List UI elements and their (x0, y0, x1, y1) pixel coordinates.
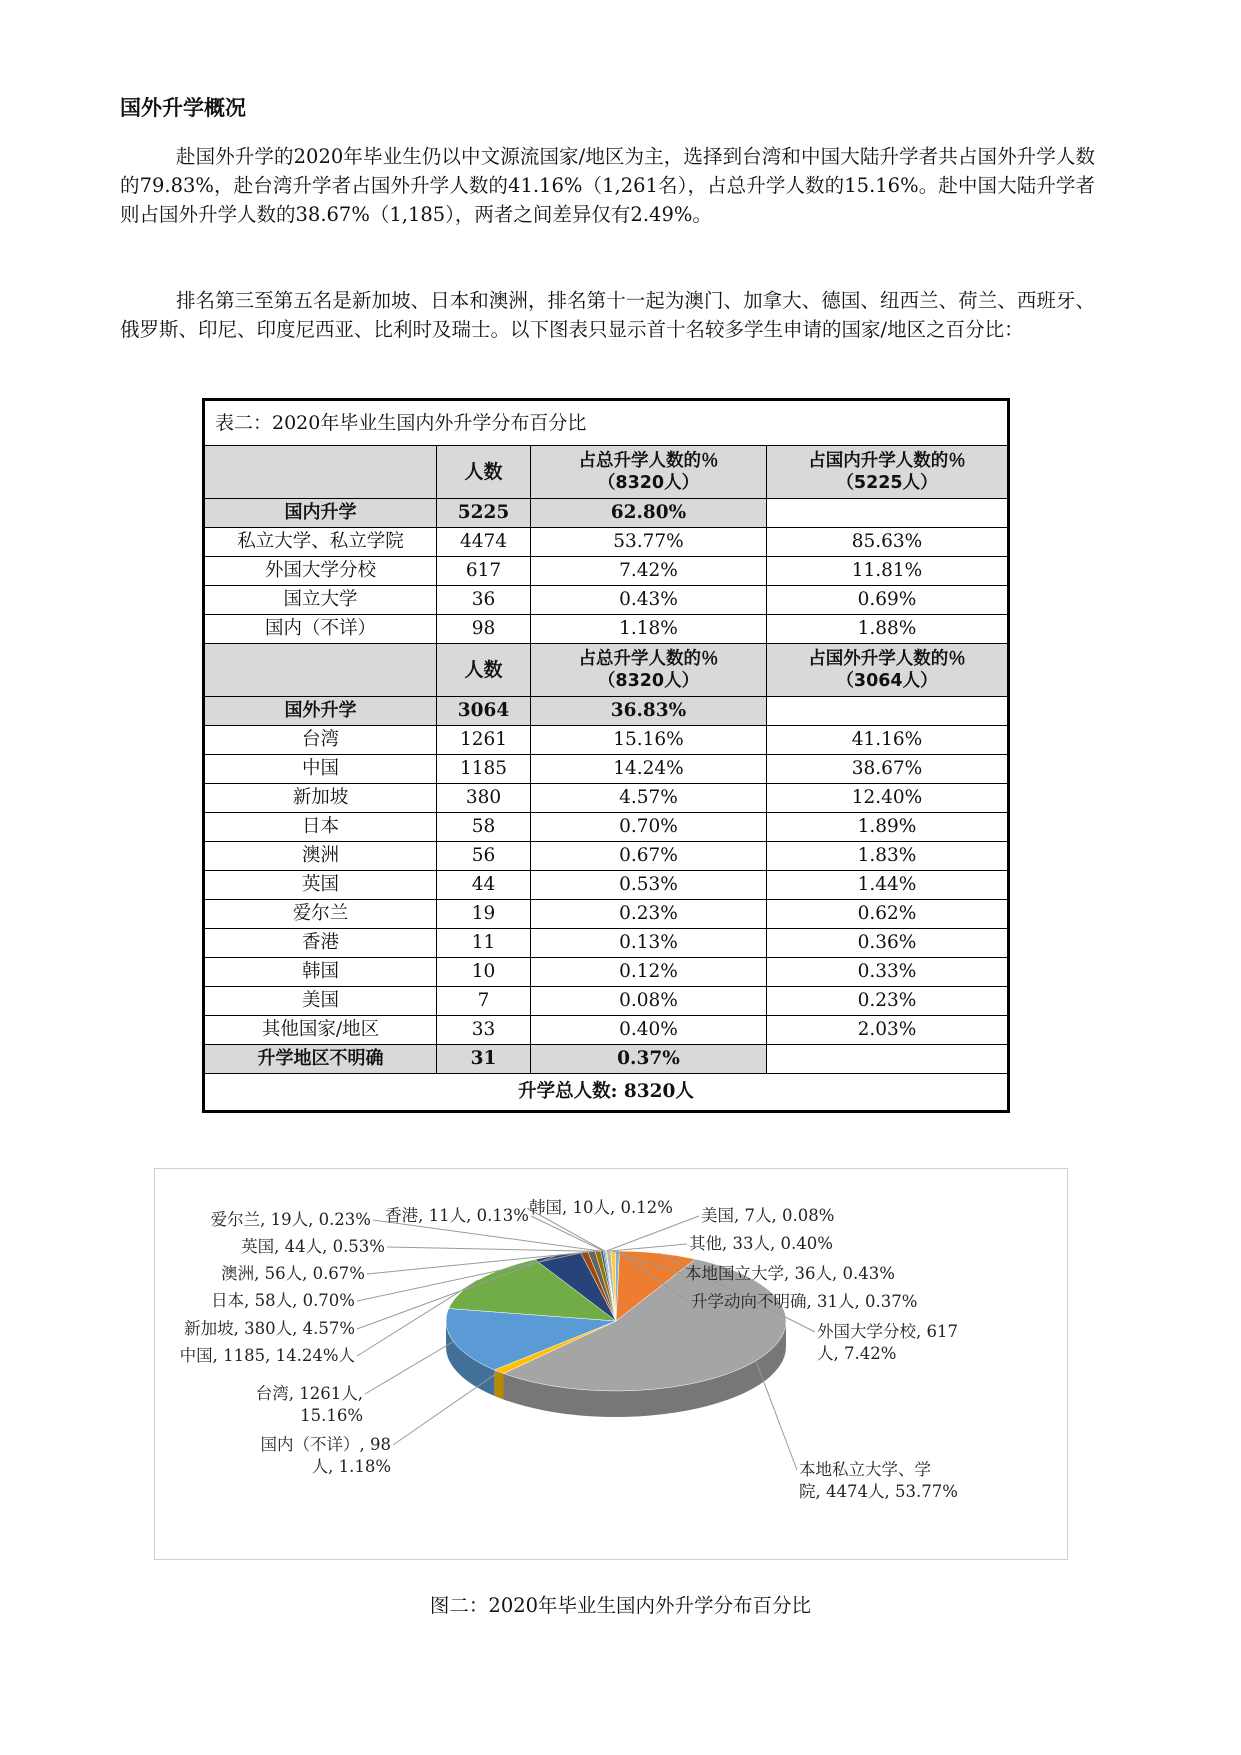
cell-count: 58 (437, 813, 531, 842)
unknown-total-row (205, 1045, 1008, 1074)
cell-pct-total: 0.53% (531, 871, 767, 900)
slice-label: 澳洲, 56人, 0.67% (221, 1264, 365, 1283)
cell-label: 新加坡 (205, 784, 437, 813)
cell-count: 33 (437, 1016, 531, 1045)
cell-pct-group: 41.16% (767, 726, 1008, 755)
cell-pct-total: 15.16% (531, 726, 767, 755)
slice-label: 爱尔兰, 19人, 0.23% (210, 1210, 371, 1229)
cell-pct-group: 0.62% (767, 900, 1008, 929)
slice-label: 香港, 11人, 0.13% (385, 1206, 529, 1225)
slice-label: 韩国, 10人, 0.12% (529, 1198, 673, 1217)
table-row (205, 784, 1008, 813)
cell-count: 7 (437, 987, 531, 1016)
domestic-total-blank (767, 499, 1008, 528)
header-row-domestic (205, 446, 1008, 499)
slice-label: 台湾, 1261人, 15.16% (255, 1384, 363, 1425)
cell-pct-total: 0.08% (531, 987, 767, 1016)
cell-count: 380 (437, 784, 531, 813)
header-blank (205, 644, 437, 697)
pie-chart-frame (154, 1168, 1068, 1560)
leader-line (606, 1216, 699, 1251)
table-row (205, 842, 1008, 871)
table-caption: 表二：2020年毕业生国内外升学分布百分比 (205, 401, 1008, 446)
grand-total-row (205, 1074, 1008, 1111)
cell-pct-group: 0.69% (767, 586, 1008, 615)
cell-label: 外国大学分校 (205, 557, 437, 586)
domestic-total-label: 国内升学 (205, 499, 437, 528)
table-row (205, 615, 1008, 644)
unknown-total-count: 31 (437, 1045, 531, 1074)
header-pct-overseas: 占国外升学人数的％ （3064人） (767, 644, 1008, 697)
table-row (205, 813, 1008, 842)
cell-count: 44 (437, 871, 531, 900)
leader-line (756, 1361, 797, 1470)
cell-label: 其他国家/地区 (205, 1016, 437, 1045)
overseas-total-label: 国外升学 (205, 697, 437, 726)
header-pct-domestic: 占国内升学人数的％ （5225人） (767, 446, 1008, 499)
slice-label: 外国大学分校, 617 人, 7.42% (817, 1322, 958, 1363)
cell-pct-group: 85.63% (767, 528, 1008, 557)
cell-pct-group: 0.36% (767, 929, 1008, 958)
cell-count: 36 (437, 586, 531, 615)
cell-pct-total: 7.42% (531, 557, 767, 586)
cell-label: 私立大学、私立学院 (205, 528, 437, 557)
table-row (205, 958, 1008, 987)
cell-pct-total: 0.13% (531, 929, 767, 958)
table-row (205, 755, 1008, 784)
cell-count: 98 (437, 615, 531, 644)
domestic-total-count: 5225 (437, 499, 531, 528)
overseas-total-count: 3064 (437, 697, 531, 726)
cell-label: 美国 (205, 987, 437, 1016)
slice-label: 本地国立大学, 36人, 0.43% (685, 1264, 895, 1283)
leader-line (365, 1342, 453, 1394)
cell-pct-group: 1.88% (767, 615, 1008, 644)
pie-chart (155, 1169, 1067, 1559)
cell-label: 日本 (205, 813, 437, 842)
slice-label: 其他, 33人, 0.40% (689, 1234, 833, 1253)
slice-label: 本地私立大学、学院, 4474人, 53.77% (799, 1460, 958, 1501)
unknown-total-blank (767, 1045, 1008, 1074)
cell-pct-total: 0.23% (531, 900, 767, 929)
distribution-table (202, 398, 1010, 1113)
cell-pct-total: 14.24% (531, 755, 767, 784)
grand-total: 升学总人数: 8320人 (205, 1074, 1008, 1111)
leader-line (531, 1216, 604, 1251)
header-blank (205, 446, 437, 499)
domestic-total-pct: 62.80% (531, 499, 767, 528)
cell-pct-group: 12.40% (767, 784, 1008, 813)
cell-label: 中国 (205, 755, 437, 784)
cell-pct-total: 4.57% (531, 784, 767, 813)
figure-caption: 图二：2020年毕业生国内外升学分布百分比 (429, 1594, 812, 1617)
leader-line (387, 1247, 598, 1251)
cell-label: 澳洲 (205, 842, 437, 871)
leader-line (393, 1372, 499, 1445)
cell-count: 19 (437, 900, 531, 929)
cell-pct-group: 11.81% (767, 557, 1008, 586)
cell-pct-total: 0.43% (531, 586, 767, 615)
cell-label: 英国 (205, 871, 437, 900)
cell-pct-group: 1.89% (767, 813, 1008, 842)
table-row (205, 987, 1008, 1016)
cell-pct-group: 2.03% (767, 1016, 1008, 1045)
cell-count: 10 (437, 958, 531, 987)
table-row (205, 1016, 1008, 1045)
unknown-total-pct: 0.37% (531, 1045, 767, 1074)
table-row (205, 871, 1008, 900)
slice-label: 中国, 1185, 14.24%人 (179, 1346, 355, 1365)
slice-label: 日本, 58人, 0.70% (211, 1291, 355, 1310)
cell-pct-total: 0.67% (531, 842, 767, 871)
header-pct-total: 占总升学人数的％ （8320人） (531, 446, 767, 499)
cell-pct-total: 1.18% (531, 615, 767, 644)
cell-pct-total: 0.40% (531, 1016, 767, 1045)
table-row (205, 586, 1008, 615)
table-caption-row (205, 401, 1008, 446)
cell-pct-group: 1.44% (767, 871, 1008, 900)
domestic-total-row (205, 499, 1008, 528)
cell-label: 台湾 (205, 726, 437, 755)
table-row (205, 900, 1008, 929)
cell-count: 1261 (437, 726, 531, 755)
slice-label: 国内（不详）, 98 人, 1.18% (260, 1435, 391, 1476)
cell-pct-group: 38.67% (767, 755, 1008, 784)
cell-pct-total: 0.70% (531, 813, 767, 842)
header-count: 人数 (437, 446, 531, 499)
overseas-total-row (205, 697, 1008, 726)
header-row-overseas (205, 644, 1008, 697)
paragraph-1: 赴国外升学的2020年毕业生仍以中文源流国家/地区为主，选择到台湾和中国大陆升学者共占国外升学人数的79.83%，赴台湾升学者占国外升学人数的41.16%（1,261名），占总升学人数的15.16%。赴中国大陆升学者则占国外升学人数的38.67%（1,185），两者之间差异仅有2.49%。 (120, 145, 1095, 226)
cell-count: 4474 (437, 528, 531, 557)
table-row (205, 929, 1008, 958)
paragraph-2: 排名第三至第五名是新加坡、日本和澳洲，排名第十一起为澳门、加拿大、德国、纽西兰、荷兰、西班牙、俄罗斯、印尼、印度尼西亚、比利时及瑞士。以下图表只显示首十名较多学生申请的国家/地区之百分比： (120, 289, 1095, 341)
table-row (205, 528, 1008, 557)
section-heading: 国外升学概况 (120, 96, 246, 120)
cell-label: 国内（不详） (205, 615, 437, 644)
cell-label: 国立大学 (205, 586, 437, 615)
slice-label: 升学动向不明确, 31人, 0.37% (691, 1292, 918, 1311)
cell-count: 56 (437, 842, 531, 871)
slice-label: 美国, 7人, 0.08% (701, 1206, 835, 1225)
cell-count: 617 (437, 557, 531, 586)
leader-line (609, 1244, 687, 1251)
overseas-total-pct: 36.83% (531, 697, 767, 726)
cell-pct-group: 0.23% (767, 987, 1008, 1016)
cell-label: 韩国 (205, 958, 437, 987)
cell-pct-total: 53.77% (531, 528, 767, 557)
cell-count: 1185 (437, 755, 531, 784)
overseas-total-blank (767, 697, 1008, 726)
cell-count: 11 (437, 929, 531, 958)
table-row (205, 726, 1008, 755)
slice-label: 新加坡, 380人, 4.57% (184, 1319, 355, 1338)
header-pct-total: 占总升学人数的％ （8320人） (531, 644, 767, 697)
cell-label: 爱尔兰 (205, 900, 437, 929)
cell-label: 香港 (205, 929, 437, 958)
table-row (205, 557, 1008, 586)
cell-pct-group: 1.83% (767, 842, 1008, 871)
unknown-total-label: 升学地区不明确 (205, 1045, 437, 1074)
header-count: 人数 (437, 644, 531, 697)
cell-pct-total: 0.12% (531, 958, 767, 987)
cell-pct-group: 0.33% (767, 958, 1008, 987)
slice-label: 英国, 44人, 0.53% (241, 1237, 385, 1256)
